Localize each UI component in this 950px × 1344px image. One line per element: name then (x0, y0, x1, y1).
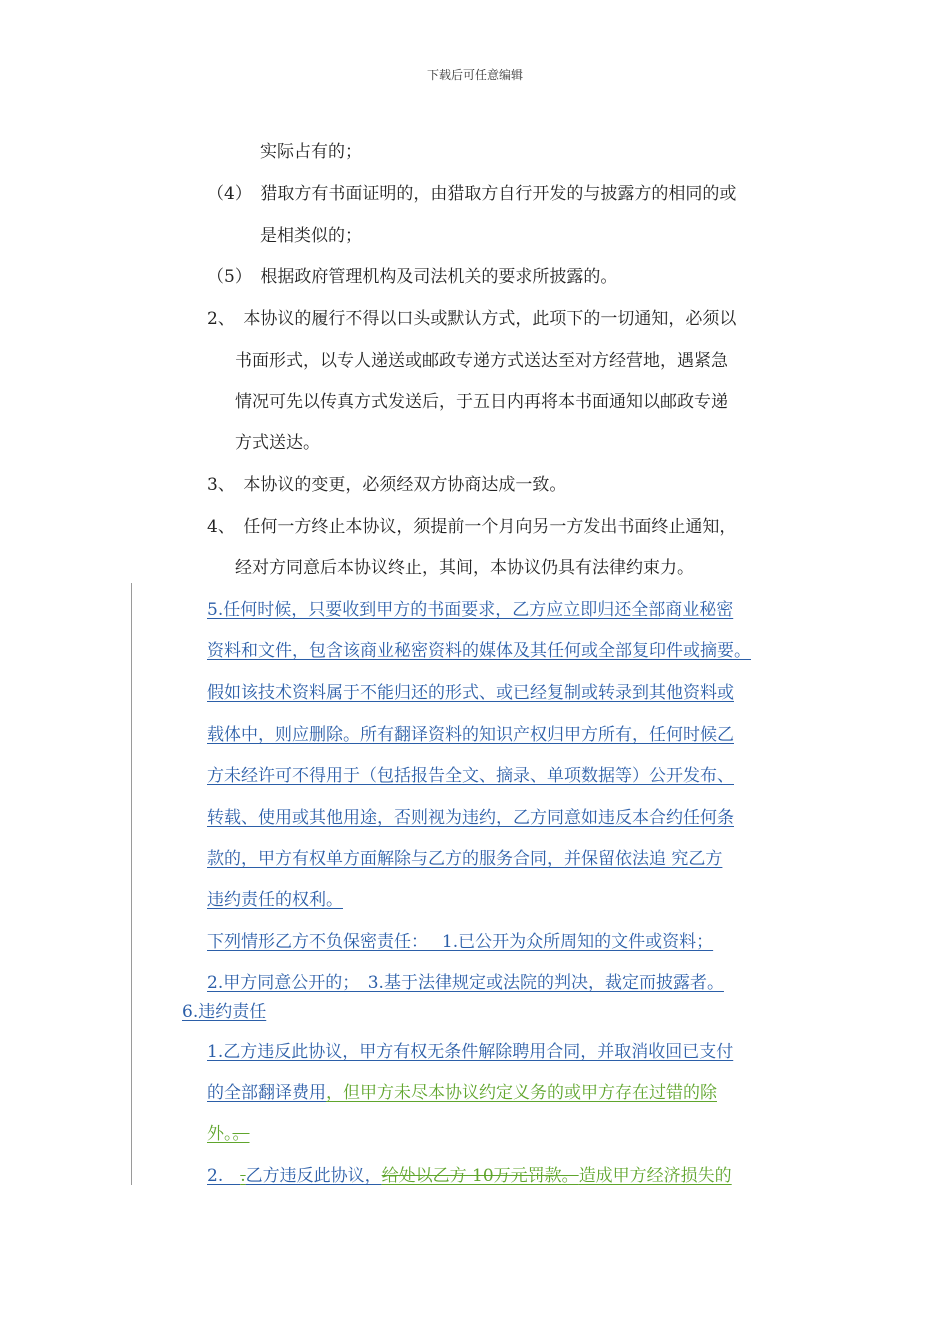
text-line: 实际占有的； (260, 142, 362, 162)
revision-bar (131, 583, 132, 1185)
deleted-fragment: 。 (232, 1124, 250, 1144)
text-line: 2、 本协议的履行不得以口头或默认方式，此项下的一切通知，必须以 (207, 309, 737, 329)
text-line: 书面形式，以专人递送或邮政专递方式送达至对方经营地，遇紧急 (235, 351, 728, 371)
revised-line: 方未经许可不得用于（包括报告全文、摘录、单项数据等）公开发布、 (207, 766, 734, 786)
revised-line: 1.乙方违反此协议，甲方有权无条件解除聘用合同，并取消收回已支付 (207, 1042, 734, 1062)
revised-fragment: 2. (207, 1166, 241, 1186)
text-line: 3、 本协议的变更，必须经双方协商达成一致。 (207, 475, 567, 495)
revised-line: 载体中，则应删除。所有翻译资料的知识产权归甲方所有，任何时候乙 (207, 725, 734, 745)
revised-line: 5.任何时候，只要收到甲方的书面要求，乙方应立即归还全部商业秘密 (207, 600, 734, 620)
revised-line-mixed (207, 1164, 732, 1188)
deleted-fragment: . (240, 1166, 246, 1186)
revised-line: 假如该技术资料属于不能归还的形式、或已经复制或转录到其他资料或 (207, 683, 734, 703)
text-line: 是相类似的； (260, 226, 362, 246)
revised-line: 资料和文件，包含该商业秘密资料的媒体及其任何或全部复印件或摘要。 (207, 641, 751, 661)
inserted-fragment: 造成甲方经济损失的 (578, 1166, 732, 1186)
revised-line: 违约责任的权利。 (207, 890, 343, 910)
revised-fragment: 的全部翻译费用 (207, 1083, 326, 1103)
revised-line: 下列情形乙方不负保密责任： 1.已公开为众所周知的文件或资料； (207, 932, 714, 952)
revised-line: 款的，甲方有权单方面解除与乙方的服务合同，并保留依法追 究乙方 (207, 849, 723, 869)
text-line: （5） 根据政府管理机构及司法机关的要求所披露的。 (207, 267, 618, 287)
revised-line-mixed (207, 1122, 250, 1146)
revised-fragment: 乙方违反此协议， (245, 1166, 382, 1186)
revised-line: 2.甲方同意公开的； 3.基于法律规定或法院的判决，裁定而披露者。 (207, 973, 724, 993)
inserted-fragment: ，但甲方未尽本协议约定义务的或甲方存在过错的除 (326, 1083, 717, 1103)
revised-line: 转载、使用或其他用途，否则视为违约，乙方同意如违反本合约任何条 (207, 808, 734, 828)
page-header: 下载后可任意编辑 (426, 68, 523, 82)
text-line: 经对方同意后本协议终止，其间，本协议仍具有法律约束力。 (235, 558, 694, 578)
deleted-fragment: 给处以乙方 10万元罚款。 (381, 1166, 579, 1186)
section-heading: 6.违约责任 (182, 1002, 267, 1022)
text-line: （4） 猎取方有书面证明的，由猎取方自行开发的与披露方的相同的或 (207, 184, 737, 204)
inserted-fragment: 外。 (207, 1124, 233, 1144)
text-line: 4、 任何一方终止本协议，须提前一个月向另一方发出书面终止通知， (207, 517, 737, 537)
text-line: 方式送达。 (235, 433, 320, 453)
revised-line-mixed (207, 1081, 717, 1105)
text-line: 情况可先以传真方式发送后，于五日内再将本书面通知以邮政专递 (235, 392, 728, 412)
